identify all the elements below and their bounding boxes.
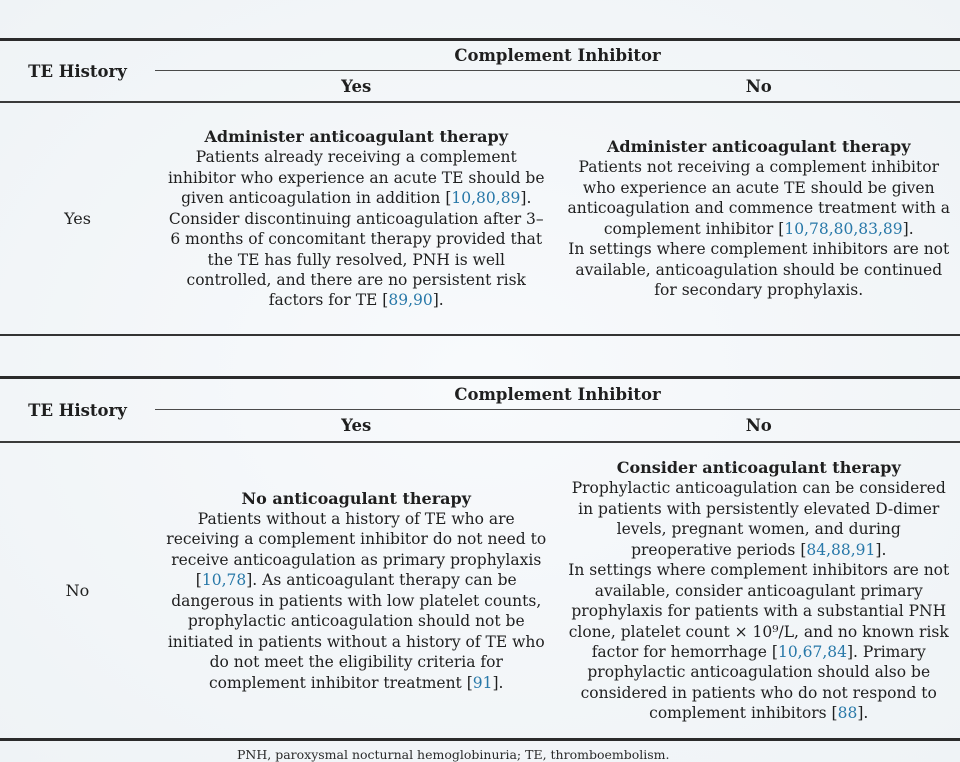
citation-link[interactable]: 88 <box>838 704 858 722</box>
citation-link[interactable]: 10,80,89 <box>451 189 520 207</box>
table2-header <box>0 379 960 443</box>
cell-title: Consider anticoagulant therapy <box>617 457 901 478</box>
table2-col-no-header: No <box>558 410 960 441</box>
citation-link[interactable]: 10,78,80,83,89 <box>784 220 902 238</box>
cell-title: No anticoagulant therapy <box>242 488 471 509</box>
table1-col-no-header: No <box>558 71 960 101</box>
table-te-history-yes <box>0 38 960 336</box>
citation-link[interactable]: 91 <box>473 674 493 692</box>
table2-cell-no <box>558 443 960 738</box>
table-footnote: PNH, paroxysmal nocturnal hemoglobinuria; TE, thromboembolism. <box>0 747 960 762</box>
between-tables-gap <box>0 336 960 376</box>
cell-body: Patients without a history of TE who are receiving a complement inhibitor do not need to receive anticoagulation as primary prophylaxis [10,78]. As anticoagulant therapy can be dangerous in patients with low platelet counts, prophylactic anticoagulation should not be initiated in patients without a history of TE who do not meet the eligibility criteria for complement inhibitor treatment [91]. <box>165 509 548 693</box>
citation-link[interactable]: 10,67,84 <box>778 643 847 661</box>
cell-body: Prophylactic anticoagulation can be considered in patients with persistently elevated D-dimer levels, pregnant women, and during preoperative periods [84,88,91]. In settings where complement inhibitors are not available, consider anticoagulant primary prophylaxis for patients with a substantial PNH clone, platelet count × 10⁹/L, and no known risk factor for hemorrhage [10,67,84]. Primary prophylactic anticoagulation should also be considered in patients who do not respond to complement inhibitors [88]. <box>568 478 951 723</box>
table1-subheaders <box>155 71 960 101</box>
table2-row-label: No <box>0 443 155 738</box>
table1-row-label: Yes <box>0 103 155 334</box>
table1-cell-no <box>558 103 960 334</box>
cell-body: Patients not receiving a complement inhibitor who experience an acute TE should be given anticoagulation and commence treatment with a complement inhibitor [10,78,80,83,89]. In settings where complement inhibitors are not available, anticoagulation should be continued for secondary prophylaxis. <box>568 157 951 300</box>
cell-body: Patients already receiving a complement inhibitor who experience an acute TE should be given anticoagulation in addition [10,80,89]. Consider discontinuing anticoagulation after 3–6 months of concomitant therapy provided that the TE has fully resolved, PNH is well controlled, and there are no persistent risk factors for TE [89,90]. <box>165 147 548 311</box>
table1-header <box>0 41 960 103</box>
top-margin <box>0 0 960 38</box>
table2-body-row <box>0 443 960 741</box>
cell-title: Administer anticoagulant therapy <box>205 126 509 147</box>
table2-subheaders <box>155 410 960 441</box>
citation-link[interactable]: 84,88,91 <box>806 541 875 559</box>
table2-cell-yes <box>155 443 558 738</box>
citation-link[interactable]: 89,90 <box>388 291 432 309</box>
table2-column-group <box>155 379 960 441</box>
table1-column-group <box>155 41 960 101</box>
table2-row-header: TE History <box>0 379 155 441</box>
citation-link[interactable]: 10,78 <box>202 571 246 589</box>
table1-body-row <box>0 103 960 336</box>
table2-group-header: Complement Inhibitor <box>155 379 960 410</box>
table2-col-yes-header: Yes <box>155 410 558 441</box>
cell-title: Administer anticoagulant therapy <box>607 136 911 157</box>
table1-row-header: TE History <box>0 41 155 101</box>
table1-cell-yes <box>155 103 558 334</box>
table1-group-header: Complement Inhibitor <box>155 41 960 71</box>
table-te-history-no <box>0 376 960 741</box>
table1-col-yes-header: Yes <box>155 71 558 101</box>
